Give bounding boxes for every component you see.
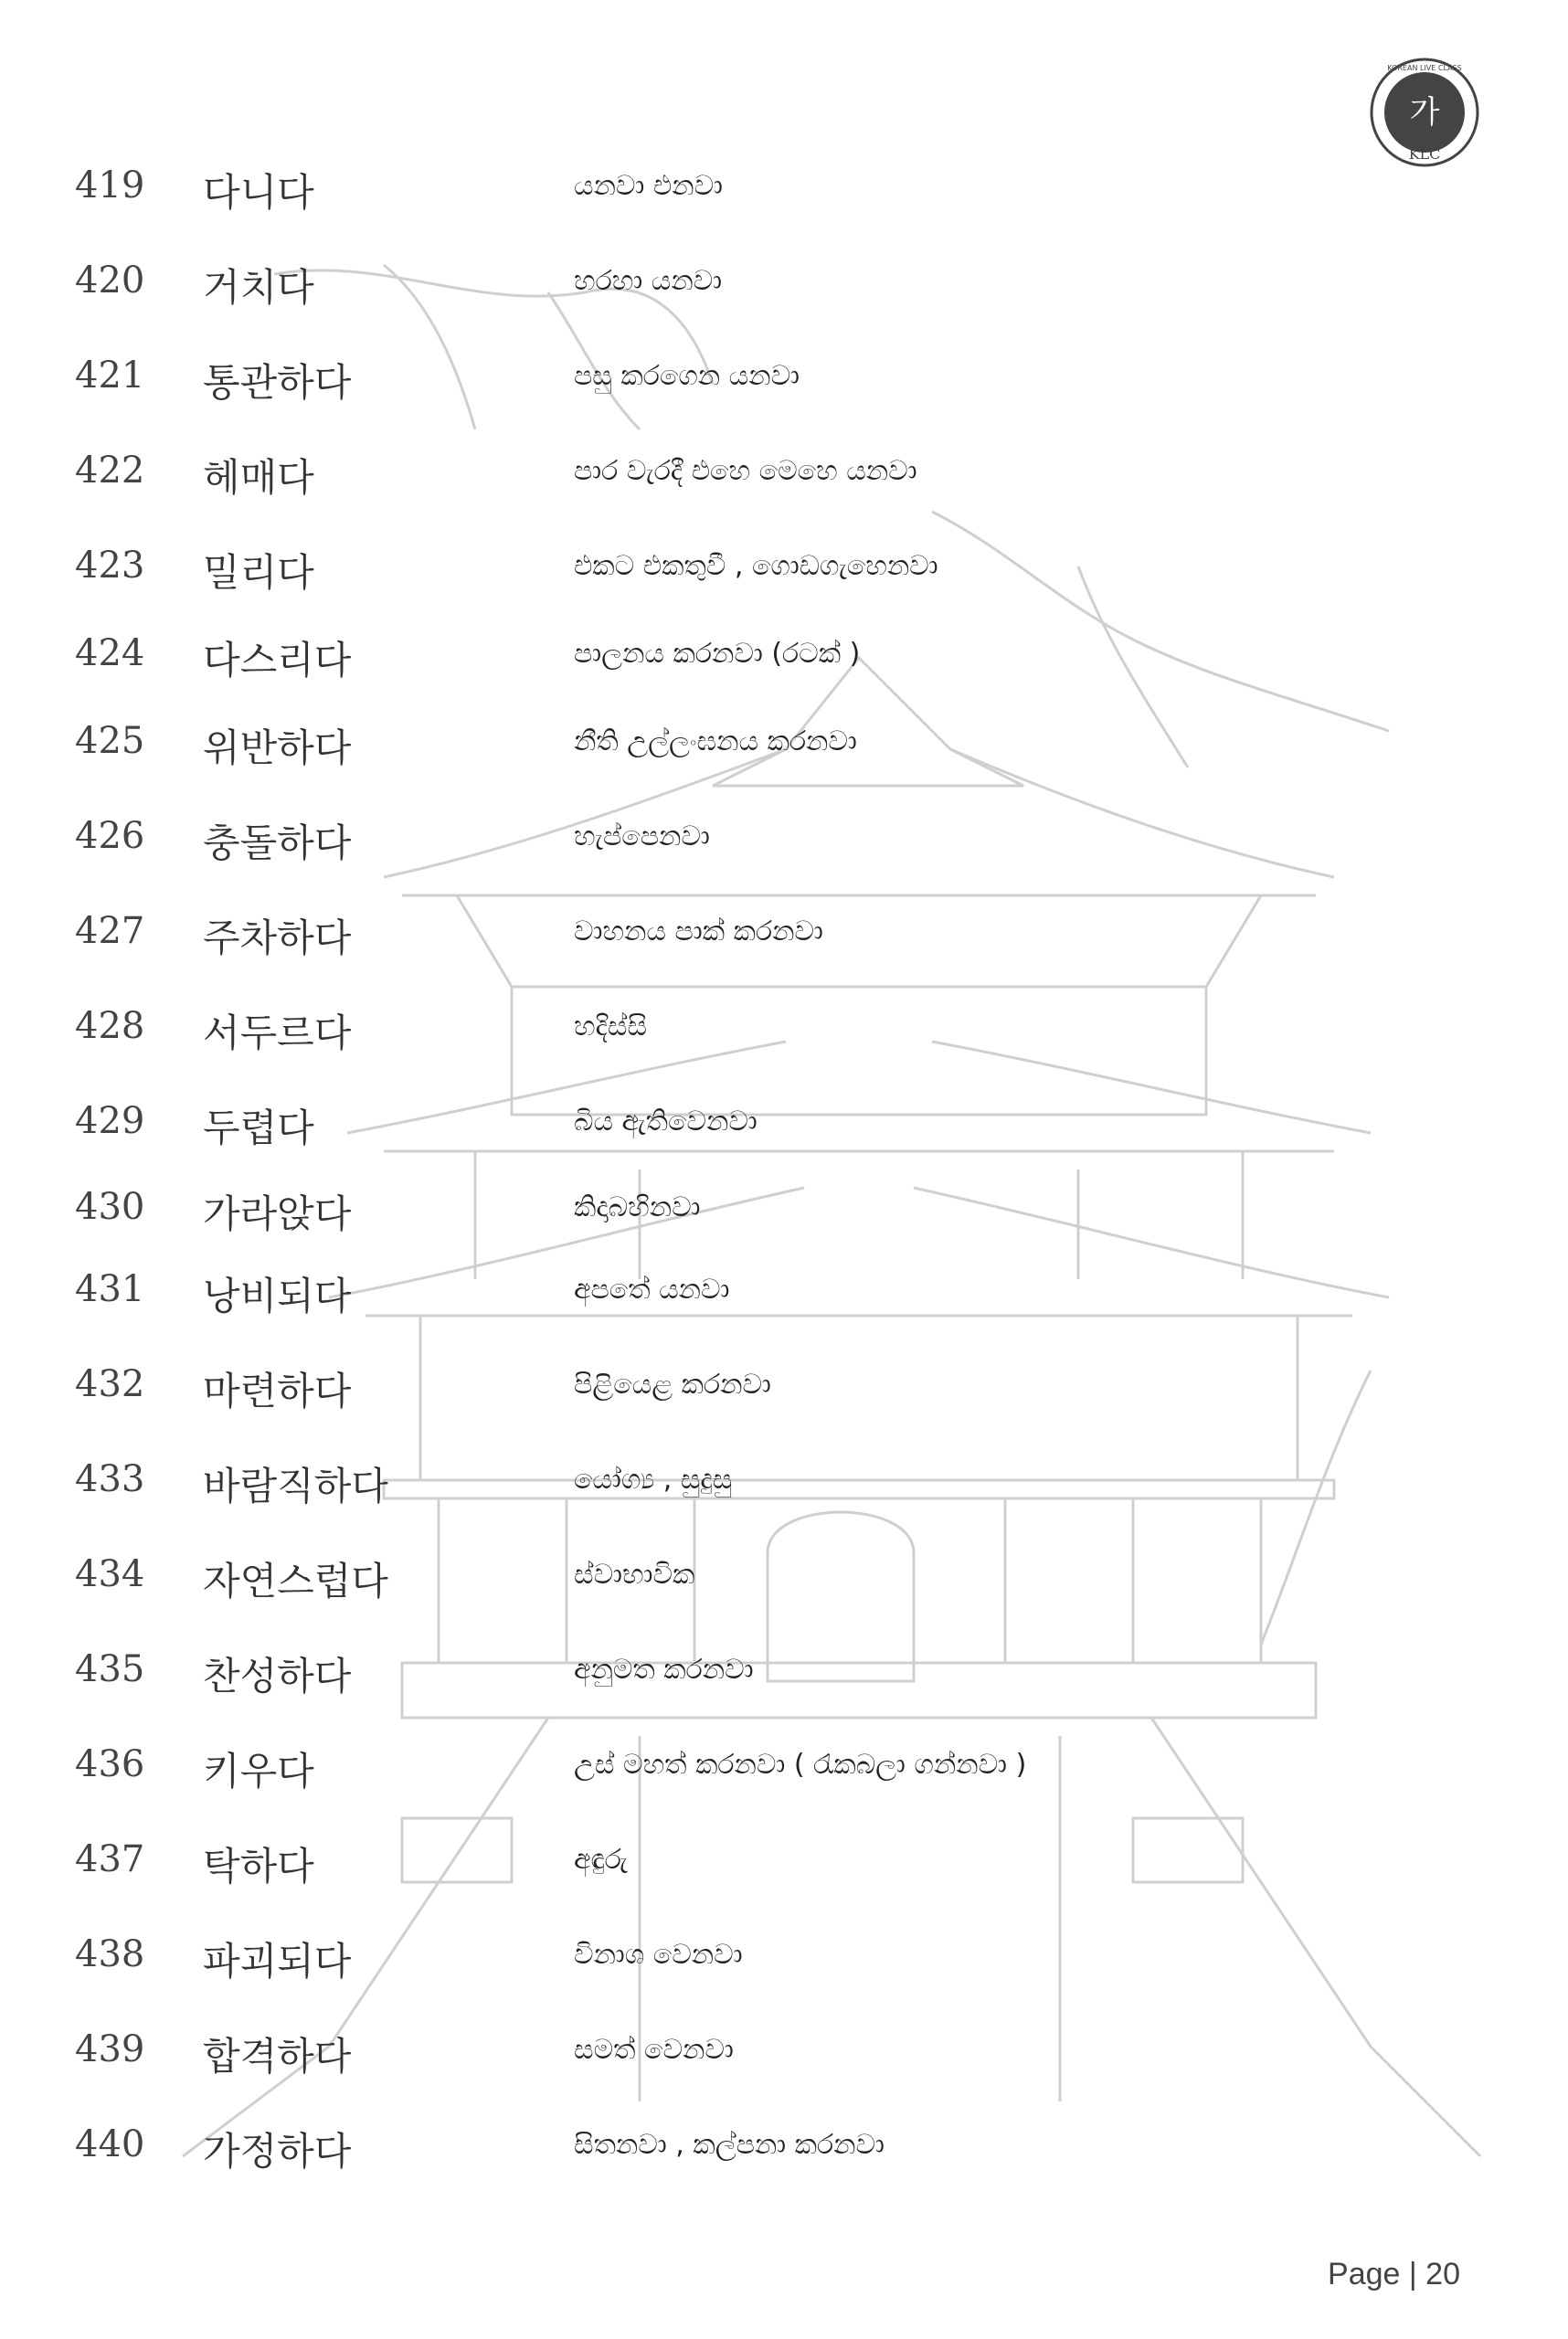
vocab-row xyxy=(0,1922,1568,1986)
entry-number: 431 xyxy=(75,1268,145,1310)
sinhala-meaning: සමත් වෙනවා xyxy=(574,2034,734,2066)
sinhala-meaning: පාලනය කරනවා (රටක් ) xyxy=(574,638,861,670)
entry-number: 429 xyxy=(75,1100,145,1142)
korean-word: 위반하다 xyxy=(203,725,352,770)
entry-number: 421 xyxy=(75,355,145,397)
sinhala-meaning: යෝග්‍ය , සුදුසු xyxy=(574,1464,733,1496)
sinhala-meaning: පිළියෙළ කරනවා xyxy=(574,1369,771,1401)
korean-word: 마련하다 xyxy=(203,1369,352,1413)
entry-number: 423 xyxy=(75,545,145,587)
vocab-row xyxy=(0,1089,1568,1153)
entry-number: 419 xyxy=(75,164,145,206)
sinhala-meaning: හරහා යනවා xyxy=(574,265,723,297)
vocab-row xyxy=(0,249,1568,312)
korean-word: 충돌하다 xyxy=(203,820,352,865)
korean-word: 키우다 xyxy=(203,1749,314,1794)
vocab-row xyxy=(0,709,1568,773)
korean-word: 파괴되다 xyxy=(203,1939,352,1984)
korean-word: 가라앉다 xyxy=(203,1191,352,1236)
korean-word: 탁하다 xyxy=(203,1844,314,1889)
vocab-row xyxy=(0,1175,1568,1239)
vocab-row xyxy=(0,1827,1568,1891)
sinhala-meaning: හදිස්සි xyxy=(574,1011,648,1042)
vocab-row xyxy=(0,153,1568,217)
sinhala-meaning: ස්වාභාවික xyxy=(574,1559,695,1591)
vocab-row xyxy=(0,1257,1568,1321)
entry-number: 433 xyxy=(75,1458,145,1500)
sinhala-meaning: පාර වැරදී එහෙ මෙහෙ යනවා xyxy=(574,455,917,487)
sinhala-meaning: යනවා එනවා xyxy=(574,170,724,202)
vocab-row xyxy=(0,2112,1568,2176)
vocab-row xyxy=(0,344,1568,407)
sinhala-meaning: වාහනය පාක් කරනවා xyxy=(574,915,823,947)
vocab-row xyxy=(0,1637,1568,1701)
korean-word: 거치다 xyxy=(203,265,314,310)
vocab-row xyxy=(0,439,1568,503)
vocab-row xyxy=(0,899,1568,963)
entry-number: 428 xyxy=(75,1005,145,1047)
sinhala-meaning: බිය ඇතිවෙනවා xyxy=(574,1106,758,1138)
korean-word: 바람직하다 xyxy=(203,1464,388,1508)
entry-number: 426 xyxy=(75,815,145,857)
korean-word: 다니다 xyxy=(203,170,314,215)
korean-word: 찬성하다 xyxy=(203,1654,352,1699)
vocab-row xyxy=(0,1352,1568,1416)
entry-number: 432 xyxy=(75,1363,145,1405)
vocab-row xyxy=(0,1732,1568,1796)
entry-number: 439 xyxy=(75,2028,145,2070)
korean-word: 서두르다 xyxy=(203,1011,352,1055)
vocab-row xyxy=(0,804,1568,868)
sinhala-meaning: හැප්පෙනවා xyxy=(574,820,710,852)
vocab-row xyxy=(0,2017,1568,2081)
vocab-row xyxy=(0,994,1568,1058)
korean-word: 합격하다 xyxy=(203,2034,352,2079)
vocab-row xyxy=(0,621,1568,685)
korean-word: 두렵다 xyxy=(203,1106,314,1150)
sinhala-meaning: අඳුරු xyxy=(574,1844,628,1876)
korean-word: 밀리다 xyxy=(203,550,314,595)
sinhala-meaning: අපතේ යනවා xyxy=(574,1274,730,1306)
sinhala-meaning: කිදාබහිනවා xyxy=(574,1191,701,1223)
entry-number: 438 xyxy=(75,1933,145,1975)
korean-word: 낭비되다 xyxy=(203,1274,352,1318)
sinhala-meaning: නීති උල්ලංඝනය කරනවා xyxy=(574,725,857,757)
entry-number: 424 xyxy=(75,632,145,674)
korean-word: 다스리다 xyxy=(203,638,352,683)
entry-number: 427 xyxy=(75,910,145,952)
logo-ring-text: KOREAN LIVE CLASS xyxy=(1387,64,1462,72)
vocab-row xyxy=(0,1542,1568,1606)
logo-glyph: 가 xyxy=(1409,94,1440,131)
korean-word: 가정하다 xyxy=(203,2129,352,2174)
korean-word: 주차하다 xyxy=(203,915,352,960)
sinhala-meaning: එකට එකතුවී , ගොඩගැහෙනවා xyxy=(574,550,938,582)
korean-word: 자연스럽다 xyxy=(203,1559,388,1603)
entry-number: 425 xyxy=(75,720,145,762)
entry-number: 420 xyxy=(75,259,145,302)
sinhala-meaning: සිතනවා , කල්පනා කරනවා xyxy=(574,2129,885,2161)
vocab-row xyxy=(0,1447,1568,1511)
entry-number: 440 xyxy=(75,2123,145,2165)
sinhala-meaning: උස් මහත් කරනවා ( රැකබලා ගන්නවා ) xyxy=(574,1749,1027,1781)
logo-letters: KLC xyxy=(1408,145,1441,163)
entry-number: 435 xyxy=(75,1648,145,1690)
entry-number: 436 xyxy=(75,1743,145,1785)
entry-number: 434 xyxy=(75,1553,145,1595)
entry-number: 422 xyxy=(75,450,145,492)
sinhala-meaning: විනාශ වෙනවා xyxy=(574,1939,743,1971)
page-number: Page | 20 xyxy=(1328,2257,1460,2291)
entry-number: 430 xyxy=(75,1186,145,1228)
sinhala-meaning: අනුමත කරනවා xyxy=(574,1654,754,1686)
entry-number: 437 xyxy=(75,1838,145,1880)
sinhala-meaning: පසු කරගෙන යනවා xyxy=(574,360,800,392)
korean-word: 헤매다 xyxy=(203,455,314,500)
korean-word: 통관하다 xyxy=(203,360,352,405)
vocab-row xyxy=(0,534,1568,598)
